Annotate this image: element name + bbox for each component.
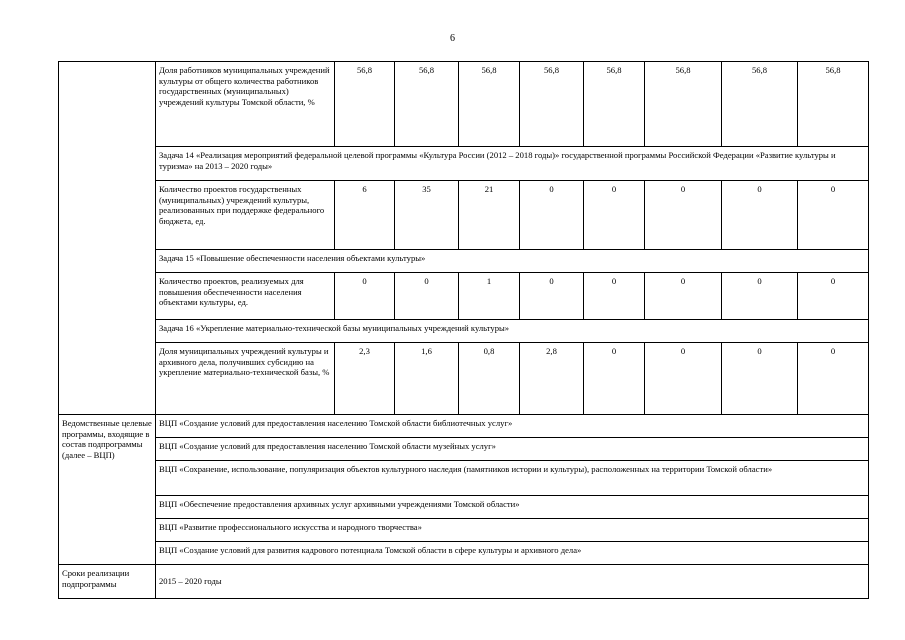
terms-section-header: Сроки реализации подпрограммы xyxy=(59,565,156,599)
task-row xyxy=(59,147,869,181)
subprogram-passport-table xyxy=(58,61,869,599)
terms-row xyxy=(59,565,869,599)
page-number: 6 xyxy=(450,33,455,44)
vcp-row xyxy=(59,461,869,496)
indicator-row xyxy=(59,181,869,250)
task-title: Задача 14 «Реализация мероприятий федеральной целевой программы «Культура России (2012 – 2018 годы)» государственной программы Российской Федерации «Развитие культуры и туризма» на 2013 – 2020 годы» xyxy=(156,147,869,181)
vcp-row xyxy=(59,438,869,461)
indicator-value: 0 xyxy=(645,273,722,320)
vcp-item: ВЦП «Создание условий для развития кадрового потенциала Томской области в сфере культуры и архивного дела» xyxy=(156,542,869,565)
vcp-item: ВЦП «Сохранение, использование, популяризация объектов культурного наследия (памятников истории и культуры), расположенных на территории Томской области» xyxy=(156,461,869,496)
section-header-empty xyxy=(59,62,156,415)
vcp-row xyxy=(59,519,869,542)
vcp-item: ВЦП «Обеспечение предоставления архивных услуг архивными учреждениями Томской области» xyxy=(156,496,869,519)
vcp-section-header: Ведомственные целевые программы, входящие в состав подпрограммы (далее – ВЦП) xyxy=(59,415,156,565)
terms-value: 2015 – 2020 годы xyxy=(156,565,869,599)
indicator-value: 0 xyxy=(798,343,869,415)
indicator-row xyxy=(59,62,869,147)
vcp-item: ВЦП «Создание условий для предоставления населению Томской области библиотечных услуг» xyxy=(156,415,869,438)
vcp-item: ВЦП «Создание условий для предоставления населению Томской области музейных услуг» xyxy=(156,438,869,461)
indicator-value: 35 xyxy=(395,181,459,250)
indicator-value: 0 xyxy=(645,181,722,250)
indicator-label: Количество проектов, реализуемых для повышения обеспеченности населения объектами культуры, ед. xyxy=(156,273,335,320)
indicator-label: Доля муниципальных учреждений культуры и архивного дела, получивших субсидию на укрепление материально-технической базы, % xyxy=(156,343,335,415)
indicator-value: 6 xyxy=(335,181,395,250)
indicator-value: 0 xyxy=(584,181,645,250)
indicator-value: 56,8 xyxy=(584,62,645,147)
task-title: Задача 16 «Укрепление материально-технической базы муниципальных учреждений культуры» xyxy=(156,320,869,343)
indicator-value: 0,8 xyxy=(459,343,520,415)
indicator-value: 0 xyxy=(395,273,459,320)
task-title: Задача 15 «Повышение обеспеченности населения объектами культуры» xyxy=(156,250,869,273)
indicator-value: 2,3 xyxy=(335,343,395,415)
indicator-value: 0 xyxy=(722,181,798,250)
indicator-label: Доля работников муниципальных учреждений культуры от общего количества работников государственных (муниципальных) учреждений культуры Томской области, % xyxy=(156,62,335,147)
indicator-value: 0 xyxy=(584,273,645,320)
indicator-value: 56,8 xyxy=(459,62,520,147)
indicator-value: 56,8 xyxy=(798,62,869,147)
indicator-value: 56,8 xyxy=(335,62,395,147)
indicator-value: 56,8 xyxy=(722,62,798,147)
indicator-value: 0 xyxy=(584,343,645,415)
task-row xyxy=(59,320,869,343)
indicator-value: 0 xyxy=(335,273,395,320)
vcp-row xyxy=(59,415,869,438)
indicator-value: 56,8 xyxy=(395,62,459,147)
indicator-value: 56,8 xyxy=(520,62,584,147)
indicator-row xyxy=(59,273,869,320)
indicator-value: 56,8 xyxy=(645,62,722,147)
indicator-value: 2,8 xyxy=(520,343,584,415)
indicator-value: 0 xyxy=(722,343,798,415)
indicator-value: 0 xyxy=(798,273,869,320)
indicator-value: 1,6 xyxy=(395,343,459,415)
indicator-label: Количество проектов государственных (муниципальных) учреждений культуры, реализованных при поддержке федерального бюджета, ед. xyxy=(156,181,335,250)
indicator-value: 21 xyxy=(459,181,520,250)
vcp-item: ВЦП «Развитие профессионального искусства и народного творчества» xyxy=(156,519,869,542)
indicator-value: 1 xyxy=(459,273,520,320)
vcp-row xyxy=(59,496,869,519)
indicator-row xyxy=(59,343,869,415)
indicator-value: 0 xyxy=(520,273,584,320)
indicator-value: 0 xyxy=(798,181,869,250)
task-row xyxy=(59,250,869,273)
indicator-value: 0 xyxy=(645,343,722,415)
indicator-value: 0 xyxy=(722,273,798,320)
indicator-value: 0 xyxy=(520,181,584,250)
vcp-row xyxy=(59,542,869,565)
